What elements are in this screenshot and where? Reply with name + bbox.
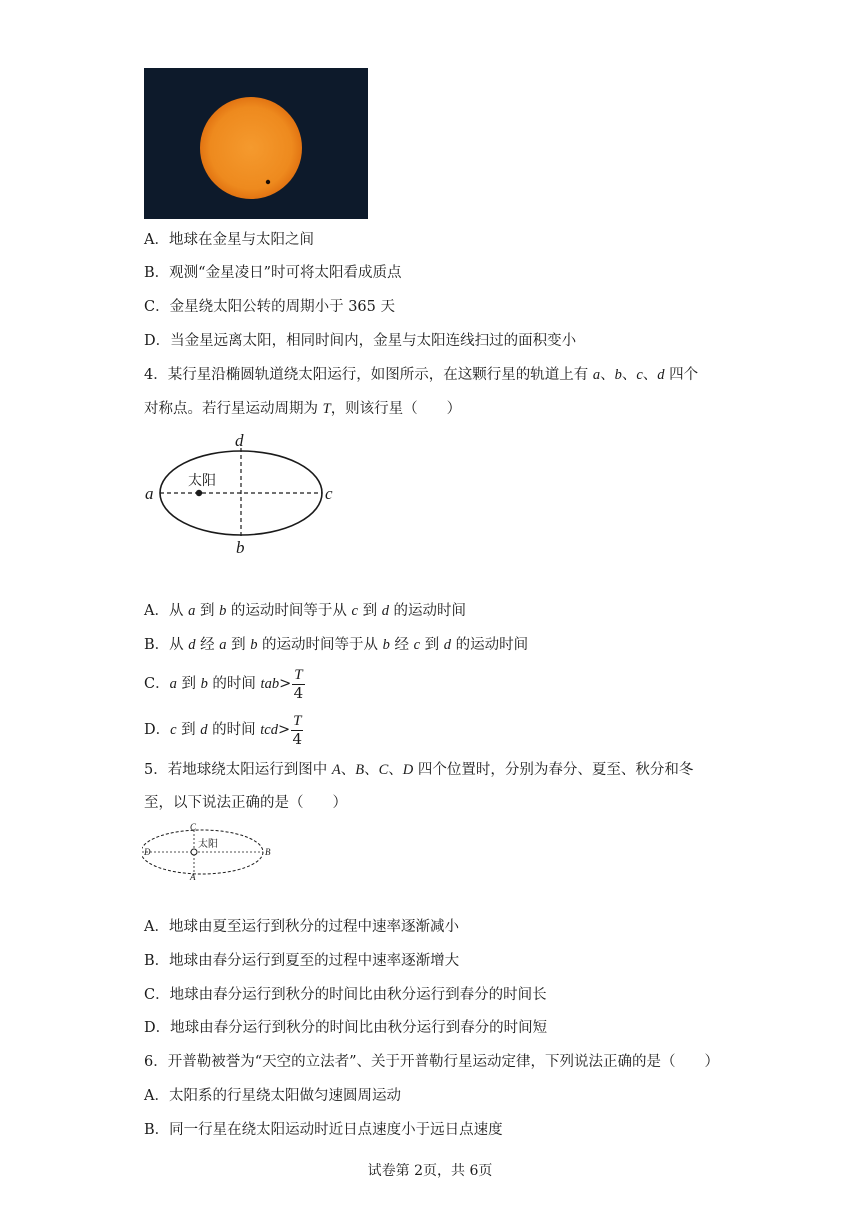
q5-orbit-diagram [142,820,277,880]
sun-disc [200,97,302,199]
q5-option-a: A．地球由夏至运行到秋分的过程中速率逐渐减小 [144,919,459,935]
q3-option-c: C．金星绕太阳公转的周期小于 365 天 [144,299,395,315]
sun-marker [191,849,197,855]
q5-option-b: B．地球由春分运行到夏至的过程中速率逐渐增大 [144,953,460,969]
point-c-label: c [325,484,333,503]
point-b-label: b [236,538,245,557]
q5-option-d: D．地球由春分运行到秋分的时间比由秋分运行到春分的时间短 [144,1020,548,1036]
q6-stem: 6．开普勒被誉为“天空的立法者”、关于开普勒行星运动定律，下列说法正确的是（ ） [144,1054,720,1070]
q4-option-b: B．从 d 经 a 到 b 的运动时间等于从 b 经 c 到 d 的运动时间 [144,637,529,653]
q5-option-c: C．地球由春分运行到秋分的时间比由秋分运行到春分的时间长 [144,987,547,1003]
q6-option-a: A．太阳系的行星绕太阳做匀速圆周运动 [144,1088,401,1104]
q4-option-c: C．a 到 b 的时间 tab> $\frac{T}{4}$ [144,666,304,702]
q3-option-d: D．当金星远离太阳，相同时间内，金星与太阳连线扫过的面积变小 [144,333,577,349]
fraction-t-over-4: $\frac{T}{4}$ [293,666,304,702]
q5-stem-line2: 至，以下说法正确的是（ ） [144,795,347,811]
q4-orbit-diagram [140,430,350,560]
q6-option-b: B．同一行星在绕太阳运动时近日点速度小于远日点速度 [144,1122,503,1138]
point-a-label: a [145,484,154,503]
point-d-label: D [144,847,151,857]
sun-image [144,68,368,219]
q4-option-d: D．c 到 d 的时间 tcd> $\frac{T}{4}$ [144,712,303,748]
sun-dot [196,490,202,496]
q5-stem-line1: 5．若地球绕太阳运行到图中 A、B、C、D 四个位置时，分别为春分、夏至、秋分和冬 [144,762,694,778]
fraction-t-over-4: $\frac{T}{4}$ [292,712,303,748]
venus-dot [266,180,270,184]
sun-label: 太阳 [188,473,216,489]
point-c-label: C [190,822,197,832]
venus-transit-photo [144,68,368,219]
point-a-label: A [190,872,196,880]
q3-option-b: B．观测“金星凌日”时可将太阳看成质点 [144,265,402,281]
q4-stem-line1: 4．某行星沿椭圆轨道绕太阳运行，如图所示，在这颗行星的轨道上有 a、b、c、d 四个 [144,367,699,383]
point-b-label: B [265,847,271,857]
page-footer: 试卷第 2页，共 6页 [367,1163,493,1179]
sun-label: 太阳 [198,839,218,850]
q3-option-a: A．地球在金星与太阳之间 [144,232,314,248]
q4-option-a: A．从 a 到 b 的运动时间等于从 c 到 d 的运动时间 [144,603,467,619]
q4-stem-line2: 对称点。若行星运动周期为 T，则该行星（ ） [144,401,462,417]
point-d-label: d [235,431,244,450]
